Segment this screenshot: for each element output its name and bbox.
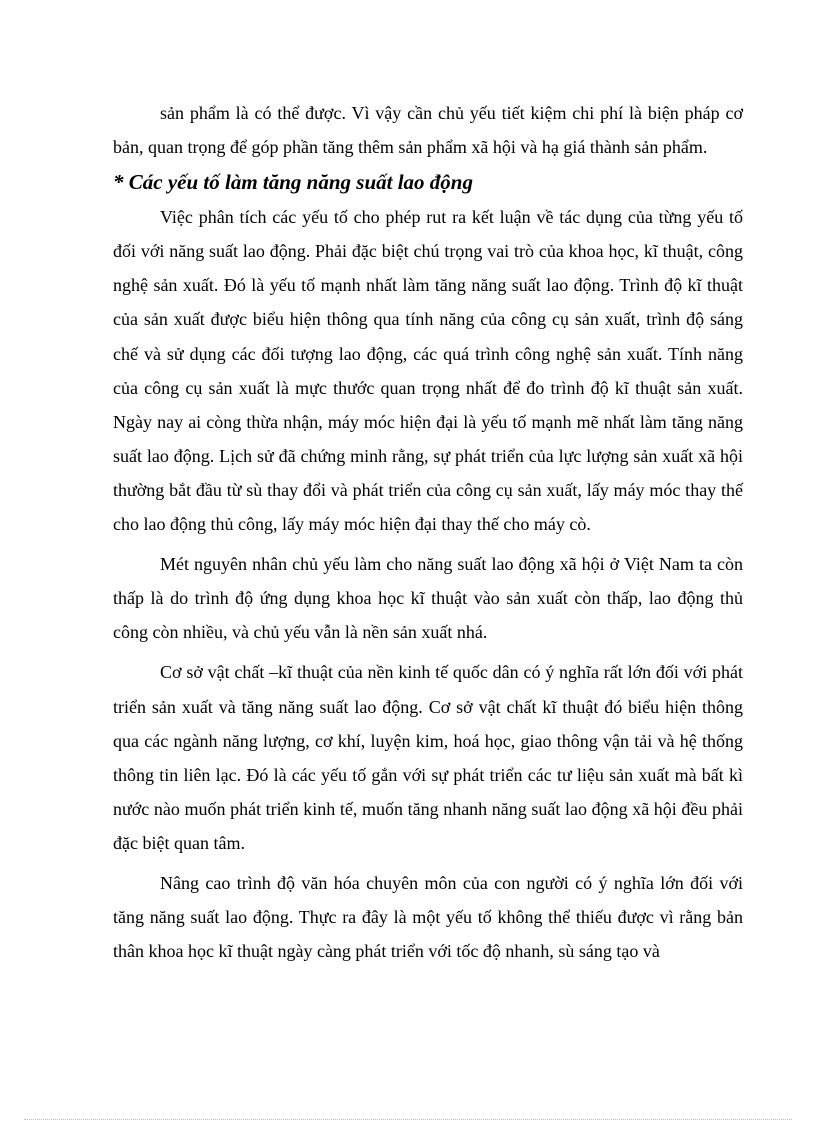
paragraph-intro: sản phẩm là có thể được. Vì vậy cần chủ yếu tiết kiệm chi phí là biện pháp cơ bản, quan trọng để góp phần tăng thêm sản phẩm xã hội và hạ giá thành sản phẩm.	[113, 103, 743, 158]
page-bottom-dotted-rule	[24, 1119, 792, 1120]
paragraph-infrastructure: Cơ sở vật chất –kĩ thuật của nền kinh tế quốc dân có ý nghĩa rất lớn đối với phát triển sản xuất và tăng năng suất lao động. Cơ sở vật chất kĩ thuật đó biểu hiện thông qua các ngành năng lượng, cơ khí, luyện kim, hoá học, giao thông vận tải và hệ thống thông tin liên lạc. Đó là các yếu tố gắn với sự phát triển các tư liệu sản xuất mà bất kì nước nào muốn phát triển kinh tế, muốn tăng nhanh năng suất lao động xã hội đều phải đặc biệt quan tâm.	[113, 662, 743, 853]
document-body	[113, 96, 743, 968]
section-heading: * Các yếu tố làm tăng năng suất lao động	[113, 170, 473, 195]
paragraph-education: Nâng cao trình độ văn hóa chuyên môn của con người có ý nghĩa lớn đối với tăng năng suất lao động. Thực ra đây là một yếu tố không thể thiếu được vì rằng bản thân khoa học kĩ thuật ngày càng phát triển với tốc độ nhanh, sù sáng tạo và	[113, 872, 743, 962]
paragraph-vietnam: Mét nguyên nhân chủ yếu làm cho năng suất lao động xã hội ở Việt Nam ta còn thấp là do trình độ ứng dụng khoa học kĩ thuật vào sản xuất còn thấp, lao động thủ công còn nhiều, và chủ yếu vẫn là nền sản xuất nhá.	[113, 554, 743, 643]
paragraph-technology: Việc phân tích các yếu tố cho phép rut ra kết luận về tác dụng của từng yếu tố đối với năng suất lao động. Phải đặc biệt chú trọng vai trò của khoa học, kĩ thuật, công nghệ sản xuất. Đó là yếu tố mạnh nhất làm tăng năng suất lao động. Trình độ kĩ thuật của sản xuất được biểu hiện thông qua tính năng của công cụ sản xuất, trình độ sáng chế và sử dụng các đối tượng lao động, các quá trình công nghệ sản xuất. Tính năng của công cụ sản xuất là mực thước quan trọng nhất để đo trình độ kĩ thuật sản xuất. Ngày nay ai còng thừa nhận, máy móc hiện đại là yếu tố mạnh mẽ nhất làm tăng năng suất lao động. Lịch sử đã chứng minh rằng, sự phát triển của lực lượng sản xuất xã hội thường bắt đầu từ sù thay đổi và phát triển của công cụ sản xuất, lấy máy móc thay thế cho lao động thủ công, lấy máy móc hiện đại thay thế cho máy cò.	[113, 207, 743, 535]
